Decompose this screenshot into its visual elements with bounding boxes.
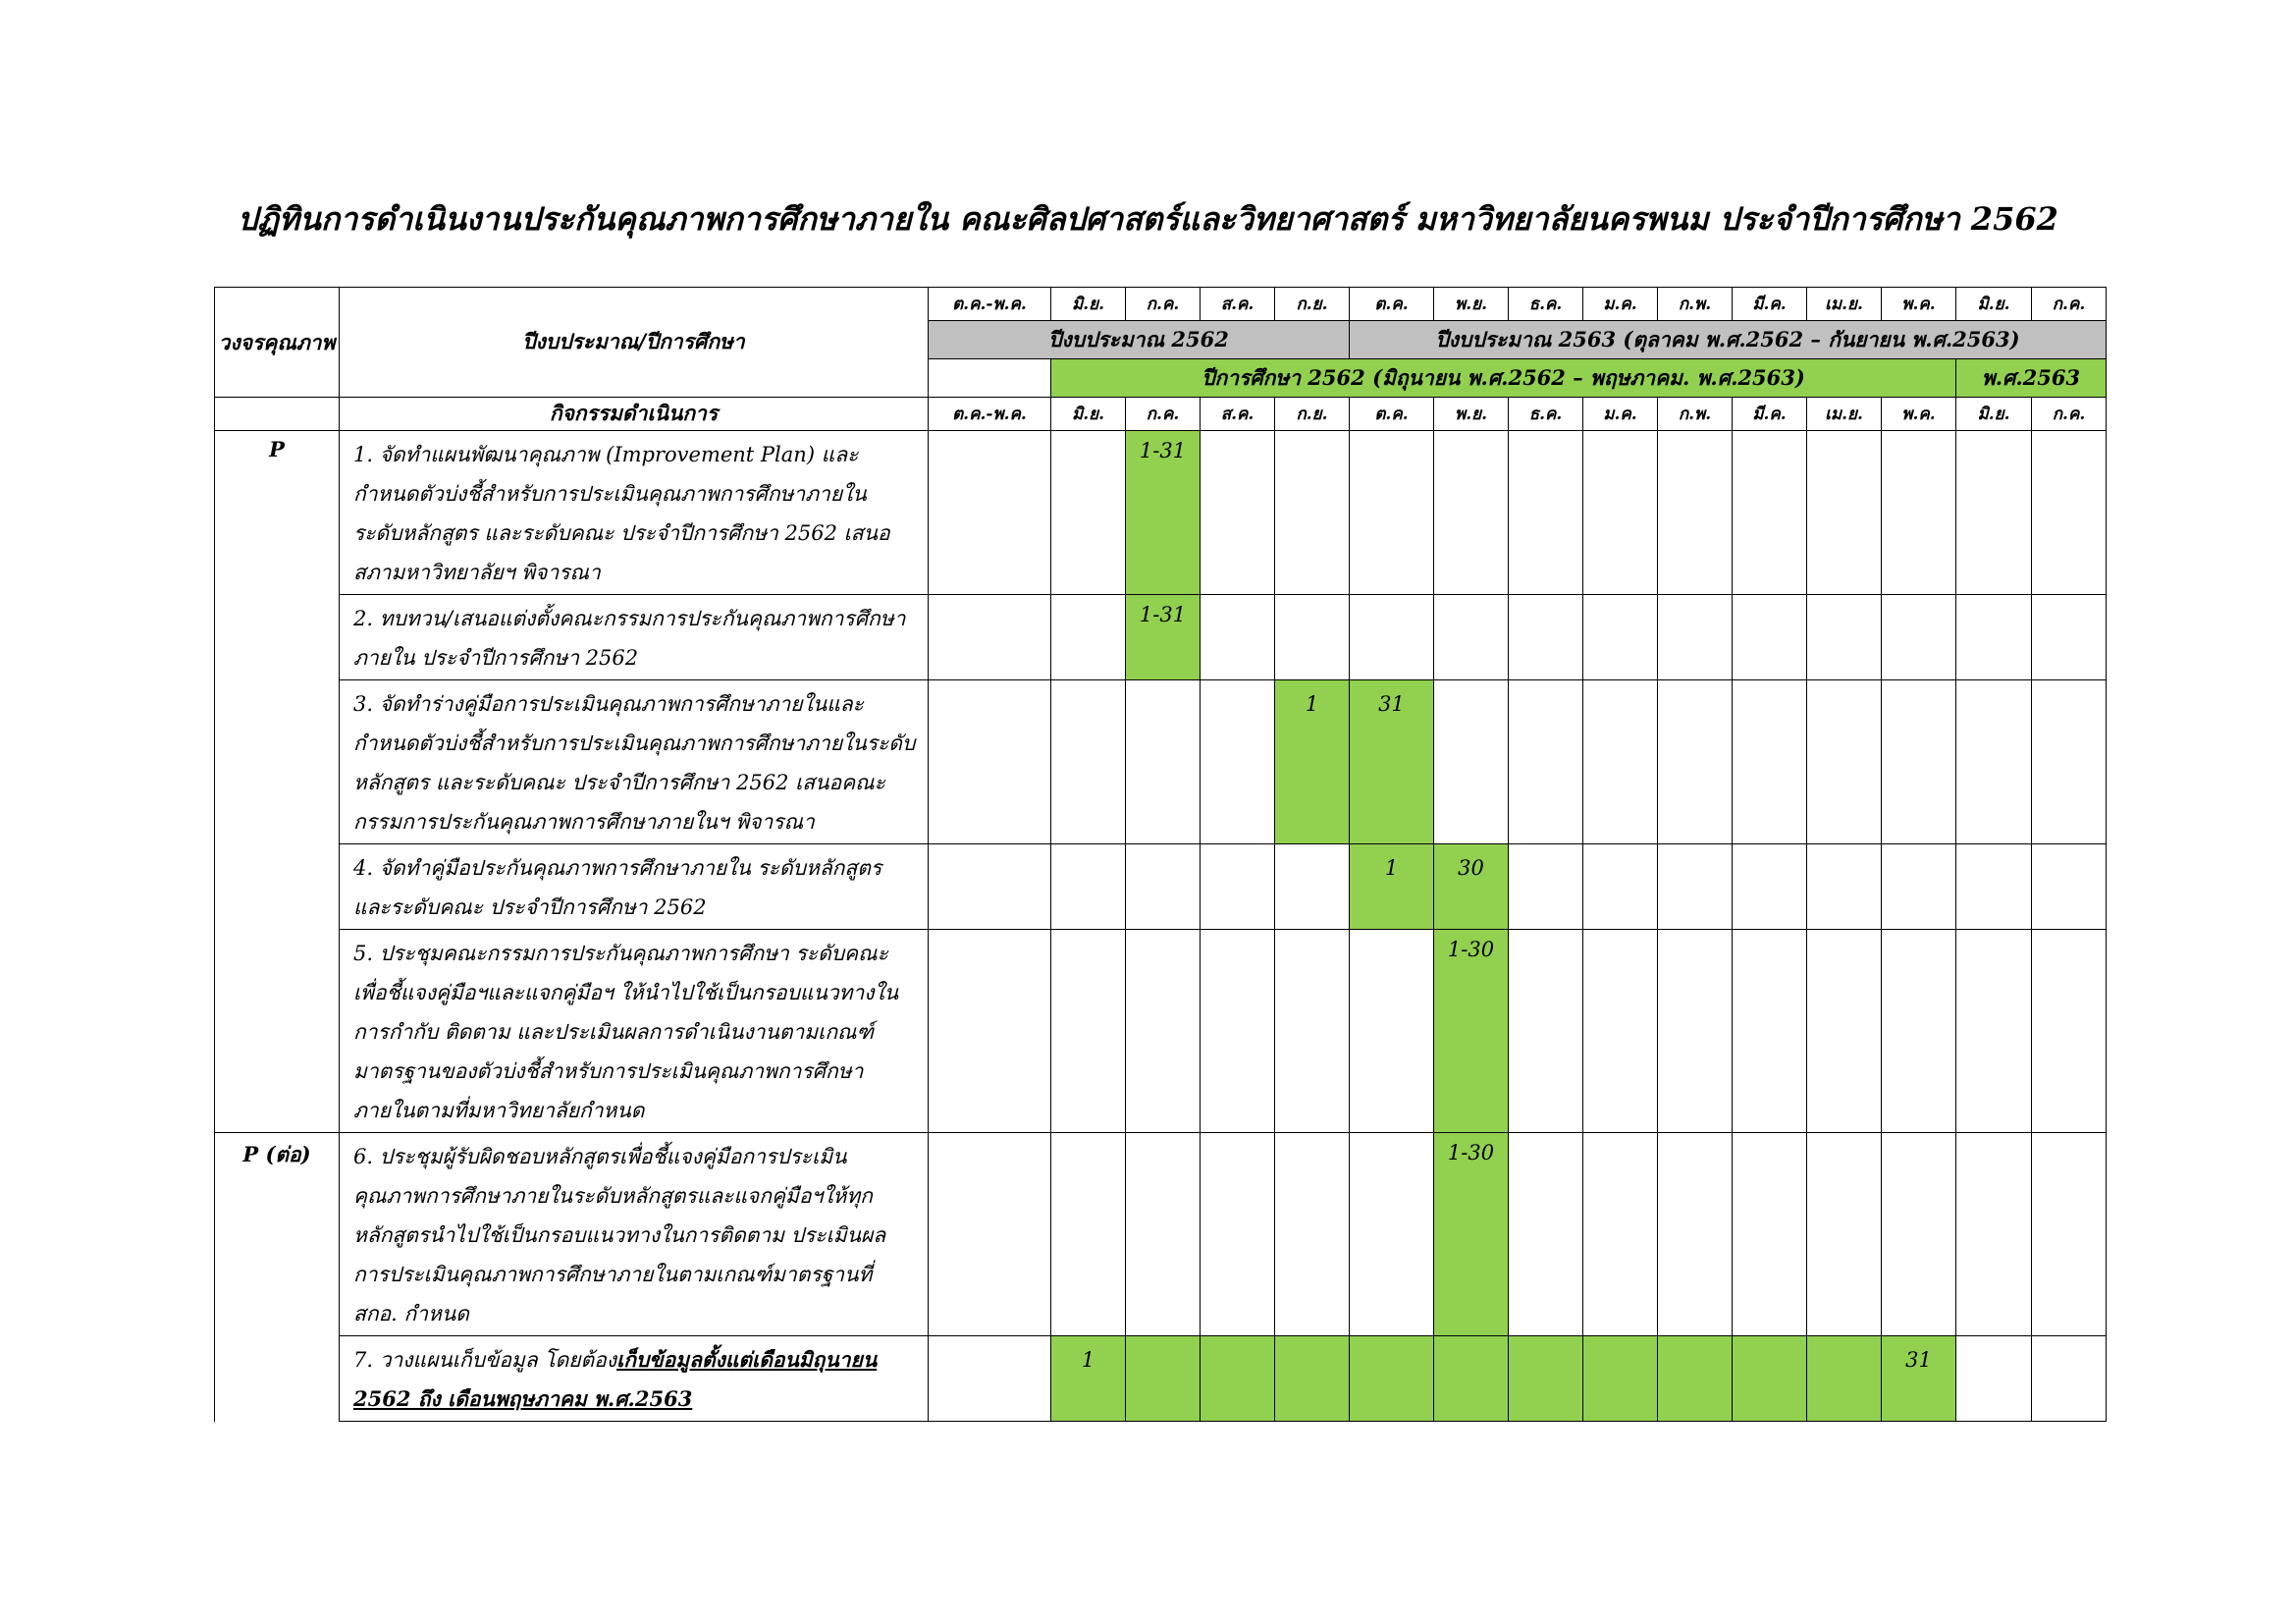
schedule-mark: 1-30 — [1434, 1133, 1509, 1336]
schedule-mark: 30 — [1434, 844, 1509, 930]
month-cell: ส.ค. — [1201, 398, 1275, 431]
activity-row-7 — [215, 1336, 2107, 1422]
activity-row-3 — [215, 680, 2107, 844]
month-cell: ม.ค. — [1583, 288, 1658, 321]
month-cell: ต.ค. — [1350, 288, 1434, 321]
cycle-p-cell: P — [215, 431, 340, 1133]
schedule-mark: 31 — [1350, 680, 1434, 844]
month-cell: ก.พ. — [1658, 398, 1733, 431]
month-cell: ม.ค. — [1583, 398, 1658, 431]
month-cell: ก.ค. — [2032, 398, 2107, 431]
activity-row-6 — [215, 1133, 2107, 1336]
month-cell: มิ.ย. — [1956, 288, 2032, 321]
month-cell: เม.ย. — [1807, 288, 1882, 321]
month-cell: ก.ย. — [1275, 288, 1350, 321]
activity-text: 4. จัดทำคู่มือประกันคุณภาพการศึกษาภายใน ระดับหลักสูตรและระดับคณะ ประจำปีการศึกษา 2562 — [340, 844, 929, 930]
page-title: ปฏิทินการดำเนินงานประกันคุณภาพการศึกษาภายใน คณะศิลปศาสตร์และวิทยาศาสตร์ มหาวิทยาลัยนครพนม ประจำปีการศึกษา 2562 — [238, 200, 2058, 238]
activity-text: 2. ทบทวน/เสนอแต่งตั้งคณะกรรมการประกันคุณภาพการศึกษาภายใน ประจำปีการศึกษา 2562 — [340, 595, 929, 680]
calendar-table — [214, 287, 2107, 1422]
cycle-header: วงจรคุณภาพ — [215, 288, 340, 398]
activity-header-row — [215, 398, 2107, 431]
activity-text: 6. ประชุมผู้รับผิดชอบหลักสูตรเพื่อชี้แจงคู่มือการประเมินคุณภาพการศึกษาภายในระดับหลักสูตรและแจกคู่มือฯให้ทุกหลักสูตรนำไปใช้เป็นกรอบแนวทางในการติดตาม ประเมินผลการประเมินคุณภาพการศึกษาภายในตามเกณฑ์มาตรฐานที่ สกอ. กำหนด — [340, 1133, 929, 1336]
activity-row-4 — [215, 844, 2107, 930]
schedule-mark: 1 — [1275, 680, 1350, 844]
month-cell: ส.ค. — [1201, 288, 1275, 321]
empty-cell — [929, 359, 1051, 398]
activity-text: 1. จัดทำแผนพัฒนาคุณภาพ (Improvement Plan) และกำหนดตัวบ่งชี้สำหรับการประเมินคุณภาพการศึกษาภายใน ระดับหลักสูตร และระดับคณะ ประจำปีการศึกษา 2562 เสนอสภามหาวิทยาลัยฯ พิจารณา — [340, 431, 929, 595]
academic-2562-cell: ปีการศึกษา 2562 (มิถุนายน พ.ศ.2562 – พฤษภาคม. พ.ศ.2563) — [1051, 359, 1956, 398]
activity-text: 5. ประชุมคณะกรรมการประกันคุณภาพการศึกษา ระดับคณะ เพื่อชี้แจงคู่มือฯและแจกคู่มือฯ ให้นำไปใช้เป็นกรอบแนวทางในการกำกับ ติดตาม และประเมินผลการดำเนินงานตามเกณฑ์มาตรฐานของตัวบ่งชี้สำหรับการประเมินคุณภาพการศึกษาภายในตามที่มหาวิทยาลัยกำหนด — [340, 930, 929, 1133]
month-cell: ต.ค. — [1350, 398, 1434, 431]
month-cell: เม.ย. — [1807, 398, 1882, 431]
activity-text — [340, 1336, 929, 1422]
month-cell: พ.ค. — [1882, 398, 1956, 431]
month-cell: ก.พ. — [1658, 288, 1733, 321]
month-cell: พ.ย. — [1434, 398, 1509, 431]
empty-cell — [215, 398, 340, 431]
schedule-mark: 1-31 — [1126, 595, 1201, 680]
month-cell: ธ.ค. — [1509, 288, 1583, 321]
month-cell: ก.ค. — [1126, 288, 1201, 321]
month-cell: ก.ค. — [2032, 288, 2107, 321]
activity-text-pre: 7. วางแผนเก็บข้อมูล โดยต้อง — [353, 1348, 617, 1372]
month-cell: ก.ค. — [1126, 398, 1201, 431]
schedule-mark: 1-31 — [1126, 431, 1201, 595]
activity-header: กิจกรรมดำเนินการ — [340, 398, 929, 431]
activity-row-1 — [215, 431, 2107, 595]
schedule-mark: 1-30 — [1434, 930, 1509, 1133]
month-cell: มิ.ย. — [1956, 398, 2032, 431]
budget-2562-cell: ปีงบประมาณ 2562 — [929, 321, 1350, 359]
schedule-mark: 31 — [1882, 1336, 1956, 1422]
month-cell: พ.ค. — [1882, 288, 1956, 321]
schedule-mark: 1 — [1350, 844, 1434, 930]
month-cell: มี.ค. — [1733, 398, 1807, 431]
activity-row-5 — [215, 930, 2107, 1133]
month-cell: มี.ค. — [1733, 288, 1807, 321]
activity-row-2 — [215, 595, 2107, 680]
year-2563-cell: พ.ศ.2563 — [1956, 359, 2107, 398]
month-header-row — [215, 288, 2107, 321]
month-cell: ก.ย. — [1275, 398, 1350, 431]
month-cell: พ.ย. — [1434, 288, 1509, 321]
budget-2563-cell: ปีงบประมาณ 2563 (ตุลาคม พ.ศ.2562 – กันยายน พ.ศ.2563) — [1350, 321, 2107, 359]
month-cell: ต.ค.-พ.ค. — [929, 288, 1051, 321]
month-cell: ต.ค.-พ.ค. — [929, 398, 1051, 431]
cycle-p-cont-cell: P (ต่อ) — [215, 1133, 340, 1422]
activity-text-emphasis: เก็บข้อมูลตั้งแต่เดือนมิถุนายน 2562 ถึง เดือนพฤษภาคม พ.ศ.2563 — [353, 1347, 878, 1411]
budget-year-header: ปีงบประมาณ/ปีการศึกษา — [340, 288, 929, 398]
schedule-mark: 1 — [1051, 1336, 1126, 1422]
month-cell: ธ.ค. — [1509, 398, 1583, 431]
activity-text: 3. จัดทำร่างคู่มือการประเมินคุณภาพการศึกษาภายในและกำหนดตัวบ่งชี้สำหรับการประเมินคุณภาพการศึกษาภายในระดับหลักสูตร และระดับคณะ ประจำปีการศึกษา 2562 เสนอคณะกรรมการประกันคุณภาพการศึกษาภายในฯ พิจารณา — [340, 680, 929, 844]
month-cell: มิ.ย. — [1051, 398, 1126, 431]
month-cell: มิ.ย. — [1051, 288, 1126, 321]
